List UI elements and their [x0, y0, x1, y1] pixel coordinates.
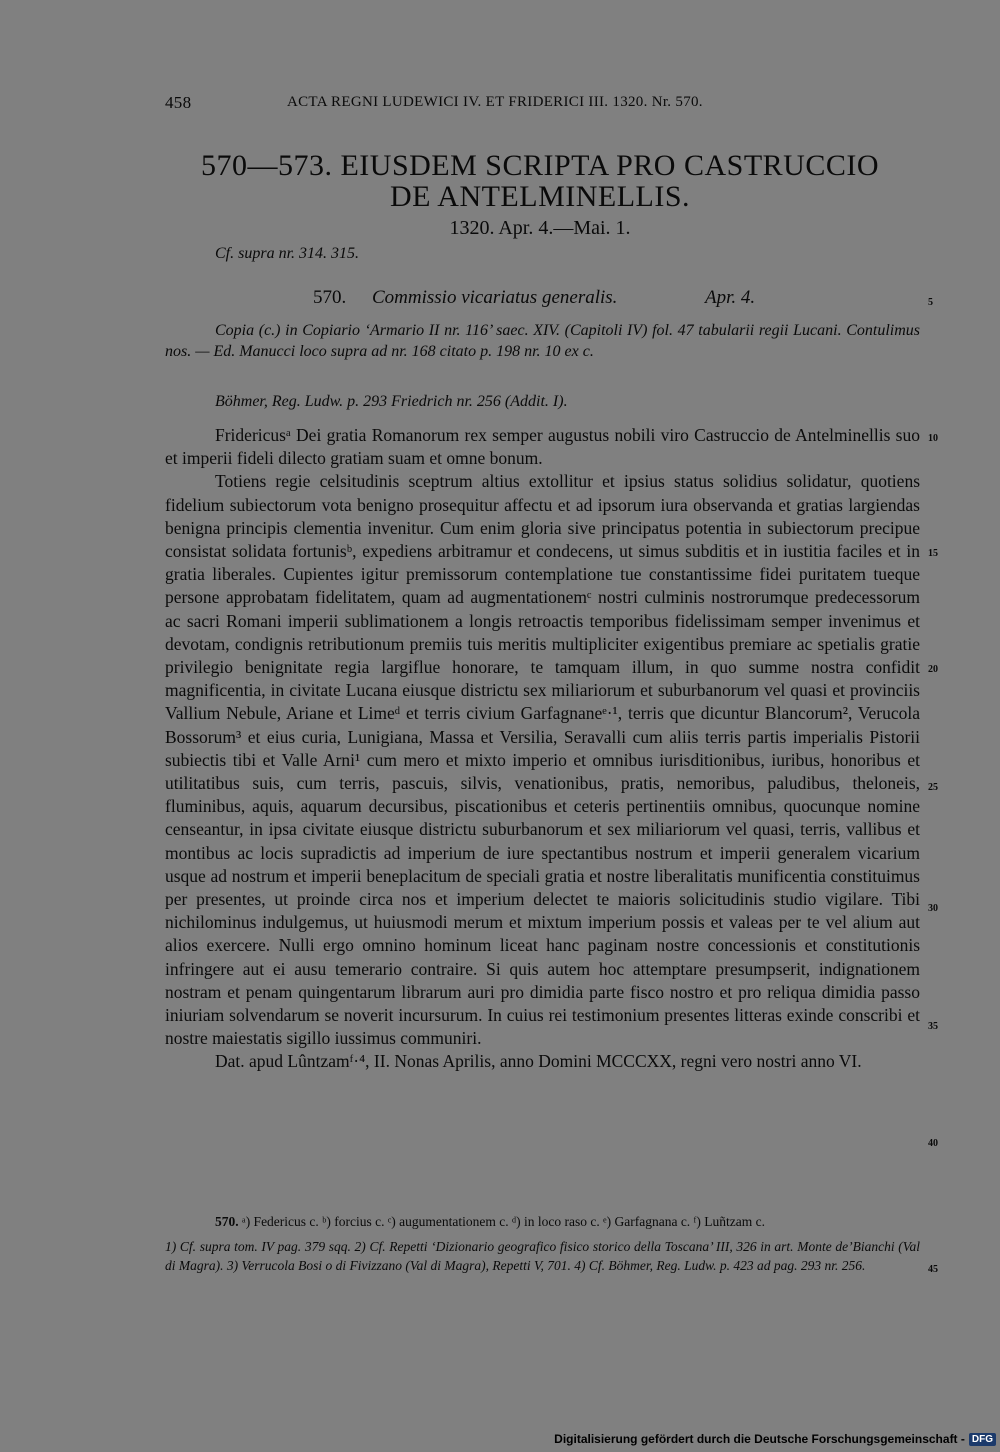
section-date: 1320. Apr. 4.—Mai. 1.: [449, 217, 631, 239]
document-date: Apr. 4.: [705, 287, 756, 308]
running-title: ACTA REGNI LUDEWICI IV. ET FRIDERICI III. 1320. Nr. 570.: [287, 94, 703, 110]
dfg-logo: DFG: [969, 1433, 996, 1446]
section-title-line1: 570—573. EIUSDEM SCRIPTA PRO CASTRUCCIO: [200, 149, 880, 182]
running-head: [165, 93, 925, 115]
section-title: [150, 150, 930, 212]
body-paragraph: Totiens regie celsitudinis sceptrum altius extollitur et ipsius status solidius solidatur, quotiens fidelium subiectorum vota benigno prosequitur affectu et ad ipsorum iura observanda et gratias largiendas benigna principis clementia invenitur. Cum enim gloria sive principatus potentia in subiectorum precipue consistat solidata fortunisᵇ, expediens arbitramur et condecens, ut simus subditis et in iustitia faciles et in gratia liberales. Cupientes igitur premissorum contemplatione tue constantissime fidei puritatem tueque persone approbatam fidelitatem, quam ad augmentationemᶜ nostri culminis nostrorumque predecessorum ac sacri Romani imperii sublimationem a longis retroactis temporibus fidelissimam semper invenimus et devotam, condignis retributionum premiis tuis meritis multipliciter exigentibus premiare ac spetialis gratie privilegio benignitate regia largiflue honorare, te tamquam illum, in quo summe nostra confidit magnificentia, in civitate Lucana eiusque districtu sex miliariorum et suburbanorum vel quasi et provinciis Vallium Nebule, Ariane et Limeᵈ et terris civium Garfagnaneᵉ·¹, terris que dicuntur Blancorum², Verucola Bossorum³ et eius curia, Lunigiana, Massa et Versilia, Seravalli cum aliis terris partis imperialis Pistorii subiectis tibi et Valle Arni¹ cum mero et mixto imperio et omnibus iurisditionibus, iuribus, honoribus et utilitatibus suis, cum terris, pascuis, silvis, venationibus, pratis, nemoribus, paludibus, theloneis, fluminibus, aquis, aquarum decursibus, piscationibus et ceteris pertinentiis omnibus, quocunque nomine censeantur, in ipsa civitate eiusque districtu suburbanorum et sex miliariorum vel quasi, terris, vallibus et montibus ac locis supradictis ad imperium de iure spectantibus nostrum et imperii generalem vicarium usque ad nostrum et imperii beneplacitum de speciali gratia et nostre liberalitatis munificentia constituimus per presentes, ut proinde circa nos et imperium delectet te maioris solicitudinis studio vigilare. Tibi nichilominus indulgemus, ut huiusmodi merum et mixtum imperium possis et valeas per te vel alium aut alios exercere. Nulli ergo omnino hominum liceat hanc paginam nostre concessionis et constitutionis infringere aut ei ausu temerario contraire. Si quis autem hoc attemptare presumpserit, indignationem nostram et penam quingentarum librarum auri pro dimidia parte fisco nostro et pro reliqua dimidia passo iniuriam solvendarum se noverit incursurum. In cuius rei testimonium presentes litteras exinde conscribi et nostre maiestatis sigillo iussimus communiri.: [165, 471, 920, 1049]
line-number: 25: [928, 782, 938, 793]
commentary-footnotes: 1) Cf. supra tom. IV pag. 379 sqq. 2) Cf. Repetti ‘Dizionario geografico fisico storico della Toscana’ III, 326 in art. Monte de’Bianchi (Val di Magra). 3) Verrucola Bosi o di Fivizzano (Val di Magra), Repetti V, 701. 4) Cf. Böhmer, Reg. Ludw. p. 423 ad pag. 293 nr. 256.: [165, 1239, 920, 1273]
variant-footnotes: [165, 1212, 920, 1231]
line-number: 45: [928, 1264, 938, 1275]
line-number: 30: [928, 903, 938, 914]
document-number: 570.: [313, 287, 347, 308]
source-text: Copia (c.) in Copiario ‘Armario II nr. 116’ saec. XIV. (Capitoli IV) fol. 47 tabularii regii Lucani. Contulimus nos. — Ed. Manucci loco supra ad nr. 168 citato p. 198 nr. 10 ex c.: [165, 322, 920, 360]
body-paragraph: Dat. apud Lûntzamᶠ·⁴, II. Nonas Aprilis, anno Domini MCCCXX, regni vero nostri anno VI.: [215, 1051, 862, 1072]
funding-credit-text: Digitalisierung gefördert durch die Deutsche Forschungsgemeinschaft -: [554, 1432, 965, 1446]
line-number: 35: [928, 1021, 938, 1032]
footnotes: [165, 1212, 920, 1275]
section-cross-reference: Cf. supra nr. 314. 315.: [215, 245, 360, 262]
line-number: 20: [928, 664, 938, 675]
line-number: 10: [928, 433, 938, 444]
source-description: [165, 320, 920, 362]
document-title: Commissio vicariatus generalis.: [372, 287, 618, 308]
document-body: [165, 424, 920, 1074]
variant-footnotes-text: ᵃ) Federicus c. ᵇ) forcius c. ᶜ) augumentationem c. ᵈ) in loco raso c. ᵉ) Garfagnana c. ᶠ) Luñtzam c.: [242, 1214, 765, 1229]
regest-reference: Böhmer, Reg. Ludw. p. 293 Friedrich nr. 256 (Addit. I).: [215, 393, 568, 410]
line-number: 5: [928, 297, 933, 308]
body-paragraph: Fridericusᵃ Dei gratia Romanorum rex semper augustus nobili viro Castruccio de Antelminellis suo et imperii fideli dilecto gratiam suam et omne bonum.: [165, 425, 920, 469]
line-number: 15: [928, 548, 938, 559]
page-number: 458: [165, 93, 192, 112]
footnote-document-number: 570.: [215, 1214, 239, 1229]
section-title-line2: DE ANTELMINELLIS.: [389, 180, 691, 213]
funding-credit: [554, 1430, 996, 1448]
line-number: 40: [928, 1138, 938, 1149]
